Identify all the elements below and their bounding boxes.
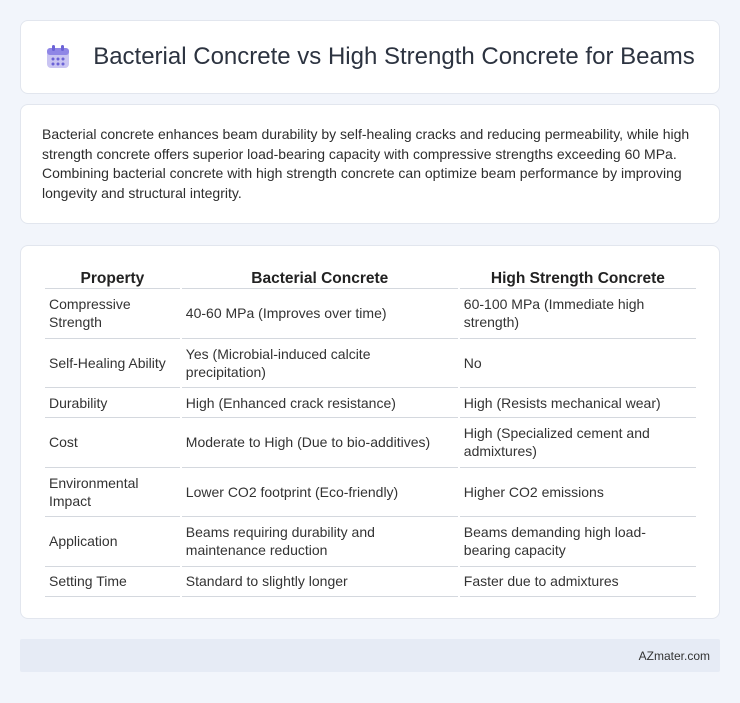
table-cell: 60-100 MPa (Immediate high strength) (460, 289, 696, 339)
table-row (45, 517, 696, 567)
table-row (45, 418, 696, 468)
source-link[interactable]: AZmater.com (638, 648, 710, 663)
table-cell: Moderate to High (Due to bio-additives) (182, 418, 458, 468)
table-row (45, 468, 696, 518)
table-header-row (45, 266, 696, 289)
table-cell: Self-Healing Ability (45, 339, 180, 389)
page-title: Bacterial Concrete vs High Strength Concrete for Beams (93, 43, 695, 70)
intro-text: Bacterial concrete enhances beam durability by self-healing cracks and reducing permeability, while high strength concrete offers superior load-bearing capacity with compressive strengths exceeding 60 MPa. Combining bacterial concrete with high strength concrete can optimize beam performance by improving longevity and structural integrity. (42, 126, 690, 201)
table-cell: Setting Time (45, 567, 180, 597)
table-row (45, 567, 696, 597)
header-card (20, 20, 720, 94)
table-cell: Beams demanding high load-bearing capacity (460, 517, 696, 567)
intro-card (20, 104, 720, 224)
table-cell: Application (45, 517, 180, 567)
table-cell: Higher CO2 emissions (460, 468, 696, 518)
column-header: High Strength Concrete (460, 266, 696, 289)
table-cell: Beams requiring durability and maintenance reduction (182, 517, 458, 567)
table-cell: 40-60 MPa (Improves over time) (182, 289, 458, 339)
table-row (45, 388, 696, 418)
calendar-icon (45, 44, 71, 70)
column-header: Bacterial Concrete (182, 266, 458, 289)
comparison-table-card (20, 245, 720, 619)
table-row (45, 339, 696, 389)
footer-bar (20, 639, 720, 672)
table-cell: Yes (Microbial-induced calcite precipitation) (182, 339, 458, 389)
table-row (45, 289, 696, 339)
table-cell: Lower CO2 footprint (Eco-friendly) (182, 468, 458, 518)
comparison-table (43, 266, 698, 597)
table-cell: No (460, 339, 696, 389)
table-cell: Faster due to admixtures (460, 567, 696, 597)
table-cell: High (Enhanced crack resistance) (182, 388, 458, 418)
table-cell: Compressive Strength (45, 289, 180, 339)
table-cell: High (Resists mechanical wear) (460, 388, 696, 418)
table-cell: Environmental Impact (45, 468, 180, 518)
table-cell: Durability (45, 388, 180, 418)
table-cell: Standard to slightly longer (182, 567, 458, 597)
table-cell: High (Specialized cement and admixtures) (460, 418, 696, 468)
table-cell: Cost (45, 418, 180, 468)
column-header: Property (45, 266, 180, 289)
